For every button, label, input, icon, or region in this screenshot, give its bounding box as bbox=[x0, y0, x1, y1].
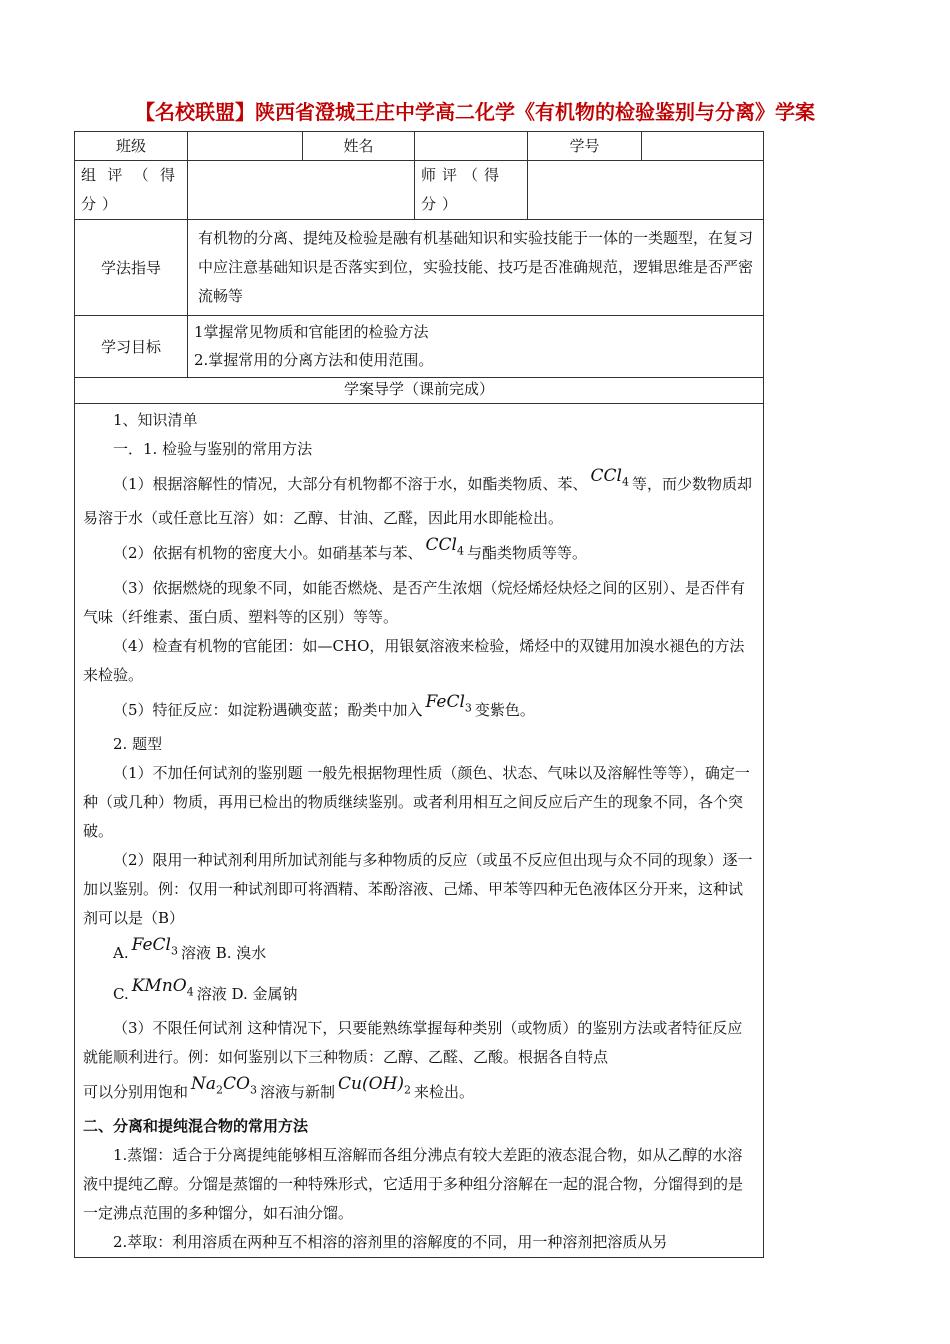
kmno4-formula: KMnO$_4$ bbox=[131, 975, 194, 998]
paragraph-6: （1）不加任何试剂的鉴别题 一般先根据物理性质（颜色、状态、气味以及溶解性等等），确定一种（或几种）物质，再用已检出的物质继续鉴别。或者利用相互之间反应后产生的现象不同，各个突破。 bbox=[83, 764, 750, 841]
method-text bbox=[188, 220, 764, 316]
section-1-heading: 一．1. 检验与鉴别的常用方法 bbox=[113, 440, 313, 458]
method-paragraph: 有机物的分离、提纯及检验是融有机基础知识和实验技能于一体的一类题型，在复习中应注意基础知识是否落实到位，实验技能、技巧是否准确规范，逻辑思维是否严密流畅等 bbox=[198, 229, 754, 305]
option-a-b: A. FeCl$_3$ 溶液 B. 溴水 bbox=[113, 935, 267, 963]
paragraph-distillation: 1.蒸馏：适合于分离提纯能够相互溶解而各组分沸点有较大差距的液态混合物，如从乙醇的水溶液中提纯乙醇。分馏是蒸馏的一种特殊形式，它适用于多种组分溶解在一起的混合物，分馏得到的是一定沸点范围的多种馏分，如石油分馏。 bbox=[83, 1146, 744, 1223]
goal-item: 1掌握常见物质和官能团的检验方法 bbox=[194, 323, 429, 341]
paragraph-3: （3）依据燃烧的现象不同，如能否燃烧、是否产生浓烟（烷烃烯烃炔烃之间的区别）、是否伴有气味（纤维素、蛋白质、塑料等的区别）等等。 bbox=[83, 578, 746, 626]
na2co3-formula: $Na_2CO_3$ bbox=[191, 1073, 257, 1097]
content-cell bbox=[75, 404, 764, 1258]
goal-label: 学习目标 bbox=[75, 316, 188, 378]
paragraph-extraction: 2.萃取：利用溶质在两种互不相溶的溶剂里的溶解度的不同，用一种溶剂把溶质从另 bbox=[113, 1233, 668, 1252]
goal-item: 2.掌握常用的分离方法和使用范围。 bbox=[194, 351, 434, 369]
class-field[interactable] bbox=[188, 132, 303, 161]
fecl3-formula: FeCl$_3$ bbox=[131, 935, 178, 958]
paragraph-8: （3）不限任何试剂 这种情况下，只要能熟练掌握每种类别（或物质）的鉴别方法或者特征反应就能顺利进行。例：如何鉴别以下三种物质：乙醇、乙醛、乙酸。根据各自特点 bbox=[83, 1018, 743, 1066]
option-c-d: C. KMnO$_4$ 溶液 D. 金属钠 bbox=[113, 975, 298, 1003]
paragraph-9: 可以分别用饱和 $Na_2CO_3$ 溶液与新制 $Cu(OH)_2$ 来检出。 bbox=[83, 1073, 474, 1101]
cuoh2-formula: $Cu(OH)_2$ bbox=[338, 1073, 411, 1097]
paragraph-5: （5）特征反应：如淀粉遇碘变蓝；酚类中加入 FeCl$_3$ 变紫色。 bbox=[113, 691, 535, 719]
section-2-heading: 2. 题型 bbox=[113, 735, 163, 754]
paragraph-1: （1）根据溶解性的情况，大部分有机物都不溶于水，如酯类物质、苯、 CCl$_4$ 等，而少数物质却易溶于水（或任意比互溶）如：乙醇、甘油、乙醛，因此用水即能检出。 bbox=[83, 466, 753, 528]
teacher-score-label: 师评（得分） bbox=[415, 161, 528, 220]
paragraph-4: （4）检查有机物的官能团：如—CHO，用银氨溶液来检验，烯烃中的双键用加溴水褪色的方法来检验。 bbox=[83, 636, 745, 684]
fecl3-formula: FeCl$_3$ bbox=[425, 691, 472, 715]
method-label: 学法指导 bbox=[75, 220, 188, 316]
ccl4-formula: CCl$_4$ bbox=[590, 466, 629, 489]
name-field[interactable] bbox=[415, 132, 528, 161]
teacher-score-field[interactable] bbox=[528, 161, 764, 220]
class-label: 班级 bbox=[75, 132, 188, 161]
group-score-label: 组评（得分） bbox=[75, 161, 188, 220]
study-sheet-table bbox=[74, 131, 764, 1258]
paragraph-2: （2）依据有机物的密度大小。如硝基苯与苯、 CCl$_4$ 与酯类物质等等。 bbox=[113, 535, 588, 563]
document-title: 【名校联盟】陕西省澄城王庄中学高二化学《有机物的检验鉴别与分离》学案 bbox=[135, 100, 815, 124]
section-separation-heading: 二、分离和提纯混合物的常用方法 bbox=[83, 1117, 309, 1136]
group-score-field[interactable] bbox=[188, 161, 415, 220]
paragraph-7: （2）限用一种试剂利用所加试剂能与多种物质的反应（或虽不反应但出现与众不同的现象）逐一加以鉴别。例：仅用一种试剂即可将酒精、苯酚溶液、己烯、甲苯等四种无色液体区分开来，这种试剂可以是（B） bbox=[83, 851, 753, 928]
guide-heading: 学案导学（课前完成） bbox=[75, 378, 764, 404]
name-label: 姓名 bbox=[303, 132, 415, 161]
ccl4-formula: CCl$_4$ bbox=[425, 535, 464, 558]
knowledge-list-heading: 1、知识清单 bbox=[113, 411, 198, 429]
student-id-field[interactable] bbox=[642, 132, 764, 161]
goals-cell bbox=[188, 316, 764, 378]
student-id-label: 学号 bbox=[528, 132, 642, 161]
